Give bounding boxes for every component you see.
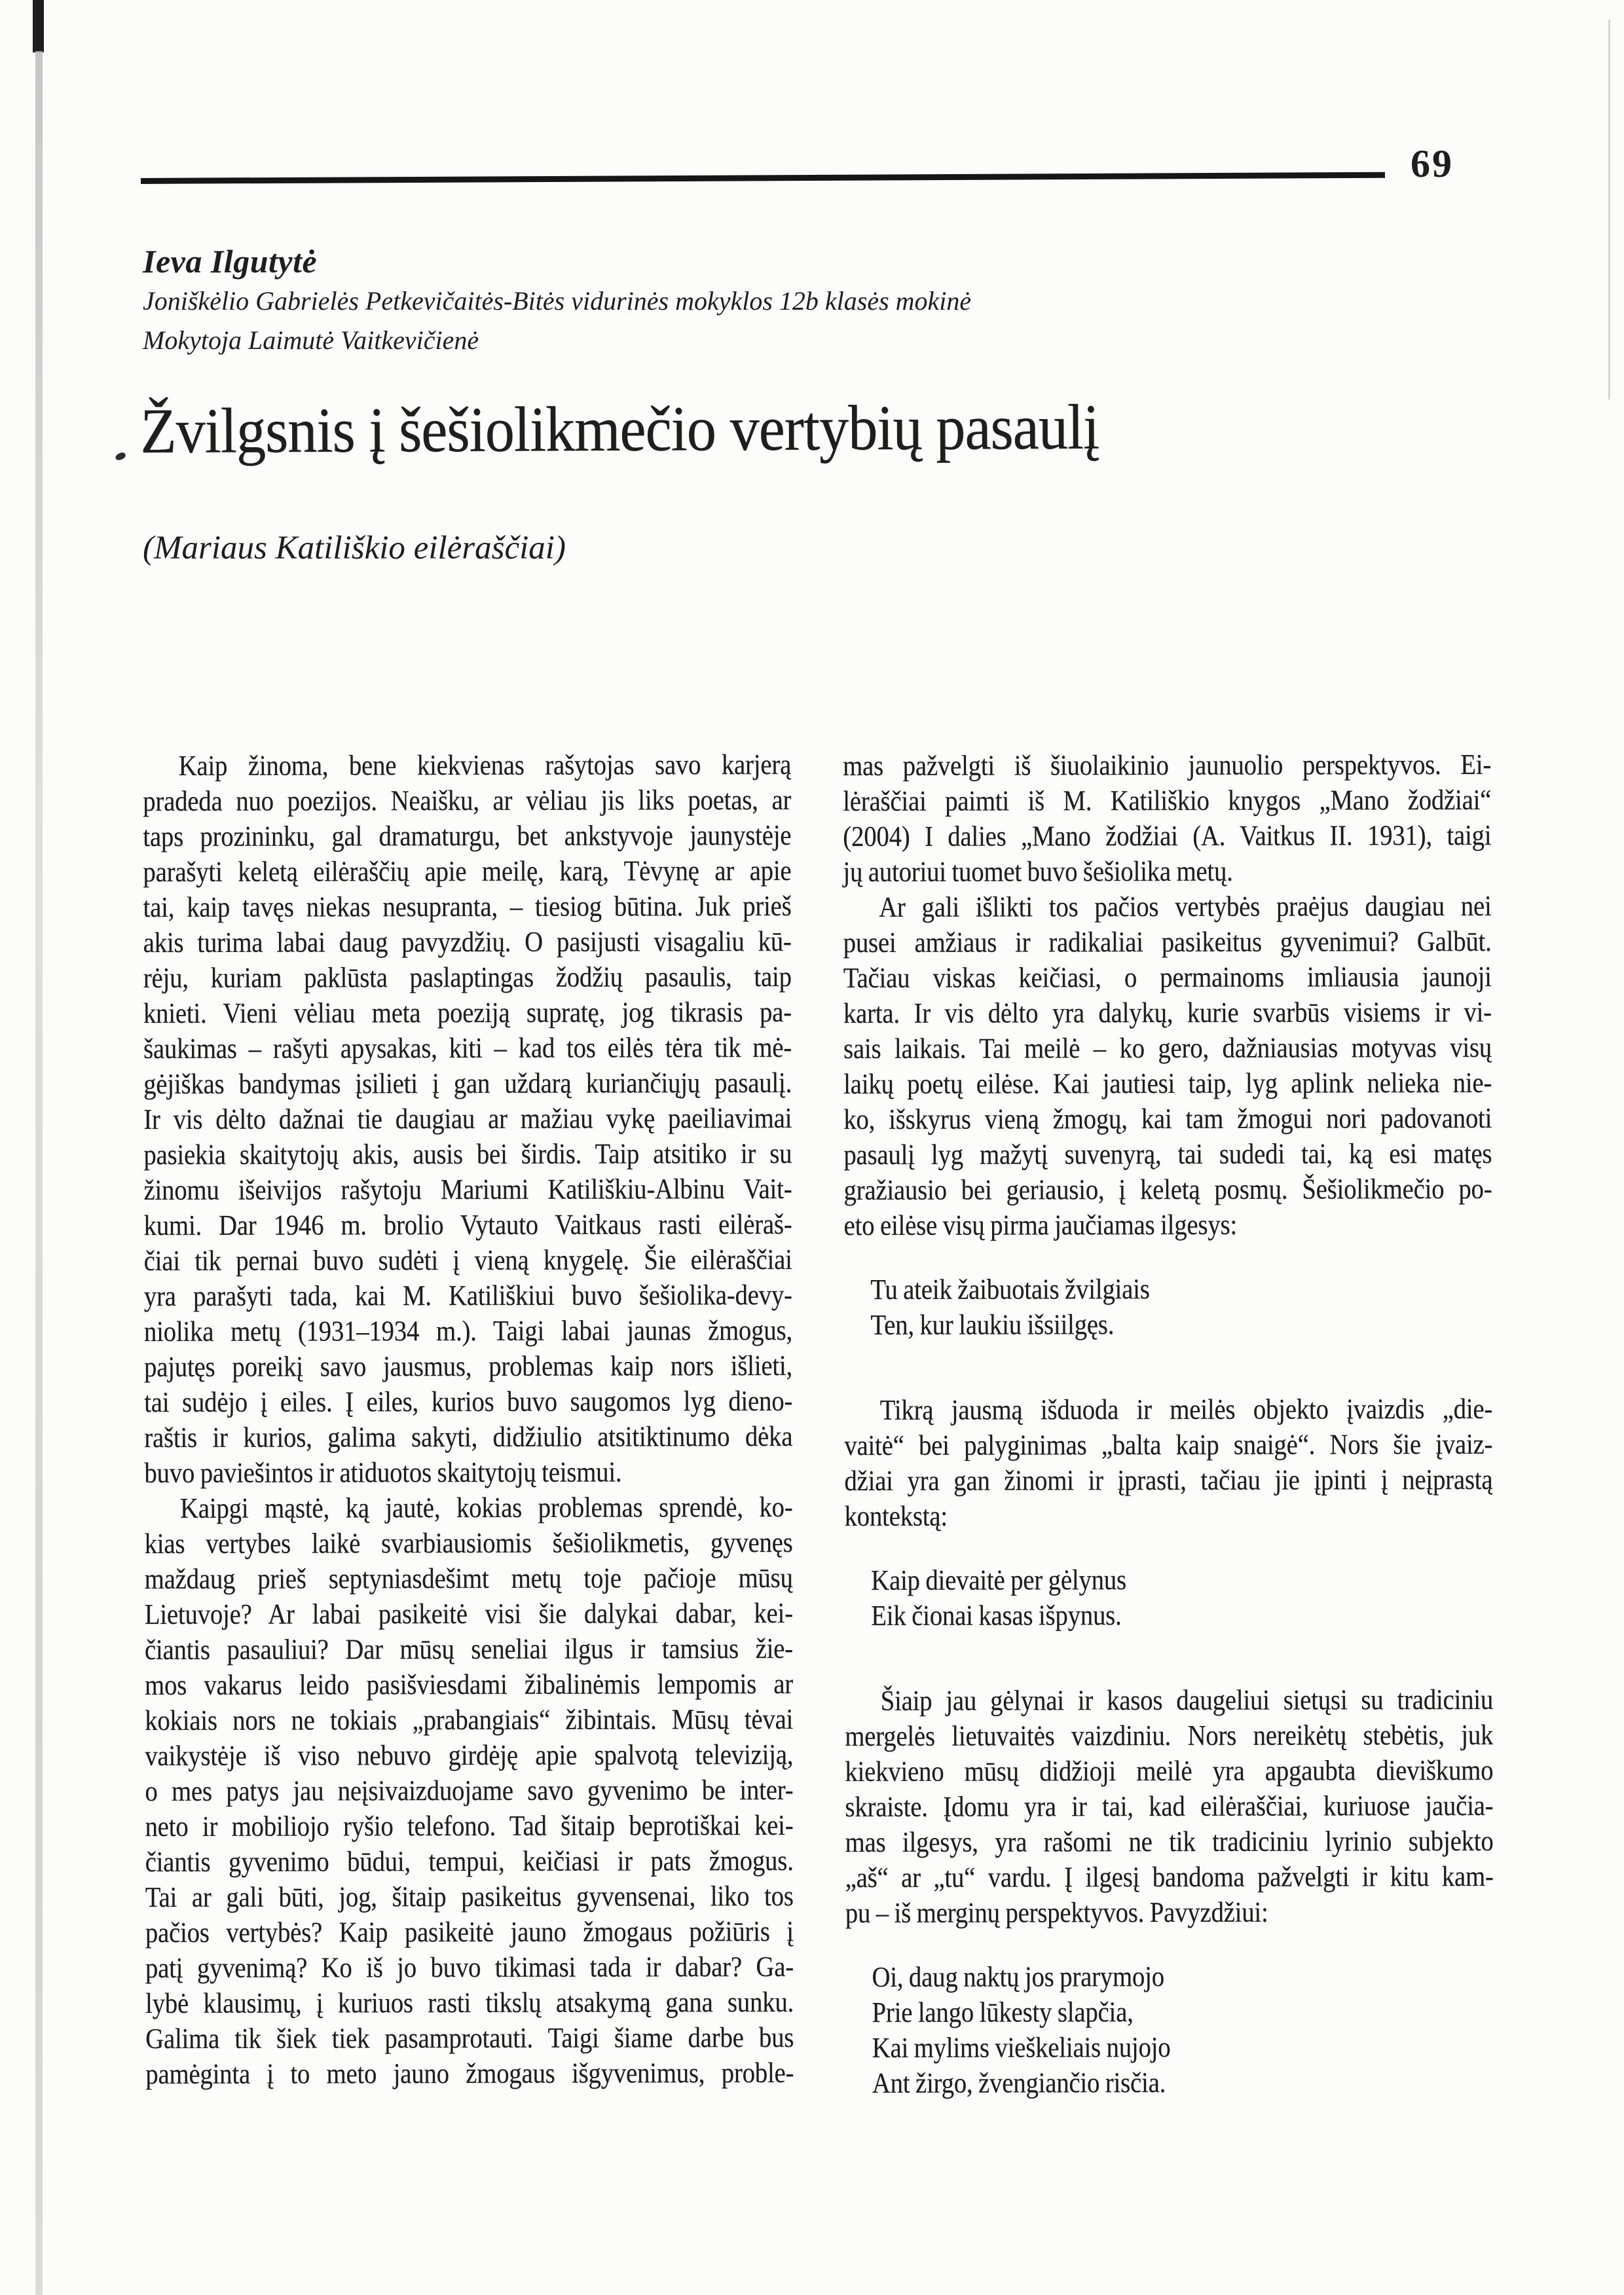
text-line: karta. Ir vis dėlto yra dalykų, kurie svarbūs visiems ir vi- bbox=[843, 995, 1492, 1029]
text-line: Tikrą jausmą išduoda ir meilės objekto įvaizdis „die- bbox=[879, 1392, 1493, 1426]
text-line: Šiaip jau gėlynai ir kasos daugeliui sietųsi su tradiciniu bbox=[880, 1683, 1494, 1717]
text-line: žinomu išeivijos rašytoju Mariumi Katiliškiu-Albinu Vait- bbox=[143, 1172, 792, 1206]
text-line: pasiekia skaitytojų akis, ausis bei širdis. Taip atsitiko ir su bbox=[143, 1137, 792, 1171]
text-line: Ten, kur laukiu išsiilgęs. bbox=[870, 1308, 1115, 1341]
text-line: rėju, kuriam paklūsta paslaptingas žodžių pasaulis, taip bbox=[143, 960, 792, 994]
text-line: Kaip dievaitė per gėlynus bbox=[871, 1564, 1126, 1596]
author-name: Ieva Ilgutytė bbox=[143, 243, 318, 280]
text-line: sais laikais. Tai meilė – ko gero, dažniausias motyvas visų bbox=[843, 1031, 1492, 1065]
text-line: čiantis gyvenimo būdui, tempui, keičiasi ir pats žmogus. bbox=[145, 1844, 794, 1878]
paragraph-block bbox=[143, 747, 792, 1491]
page-number: 69 bbox=[1411, 142, 1454, 185]
article-subtitle: (Mariaus Katiliškio eilėraščiai) bbox=[143, 530, 566, 566]
text-line: pačios vertybės? Kaip pasikeitė jauno žmogaus požiūris į bbox=[145, 1915, 794, 1949]
header-rule bbox=[141, 172, 1385, 184]
text-line: kokiais nors ne tokiais „prabangiais“ žibintais. Mūsų tėvai bbox=[145, 1702, 794, 1736]
paragraph-block bbox=[843, 889, 1492, 1243]
text-line: tai sudėjo į eiles. Į eiles, kurios buvo saugomos lyg dieno- bbox=[144, 1384, 793, 1418]
text-line: skraiste. Įdomu yra ir tai, kad eilėraščiai, kuriuose jaučia- bbox=[845, 1789, 1494, 1823]
column-right bbox=[843, 747, 1494, 2151]
text-line: čiantis pasauliui? Dar mūsų seneliai ilgus ir tamsius žie- bbox=[144, 1632, 793, 1666]
text-line: raštis ir kurios, galima sakyti, didžiulio atsitiktinumo dėka bbox=[144, 1420, 793, 1454]
text-line: Galima tik šiek tiek pasamprotauti. Taigi šiame darbe bus bbox=[145, 2021, 794, 2055]
text-line: džiai yra gan žinomi ir įprasti, tačiau jie įpinti į neįprastą bbox=[844, 1463, 1493, 1497]
text-line: Ar gali išlikti tos pačios vertybės praėjus daugiau nei bbox=[879, 889, 1492, 923]
text-line: Oi, daug naktų jos prarymojo bbox=[872, 1960, 1164, 1993]
text-line: o mes patys jau neįsivaizduojame savo gyvenimo be inter- bbox=[145, 1773, 794, 1807]
text-line: pu – iš merginų perspektyvos. Pavyzdžiui: bbox=[845, 1896, 1268, 1929]
text-line: neto ir mobiliojo ryšio telefono. Tad šitaip beprotiškai kei- bbox=[145, 1808, 794, 1843]
text-line: kontekstą: bbox=[844, 1499, 948, 1532]
author-affiliation: Joniškėlio Gabrielės Petkevičaitės-Bitės vidurinės mokyklos 12b klasės mokinė bbox=[143, 286, 972, 316]
text-line: knieti. Vieni vėliau meta poeziją supratę, jog tikrasis pa- bbox=[143, 995, 792, 1029]
paragraph-block bbox=[144, 1490, 794, 2092]
text-line: pusei amžiaus ir radikaliai pasikeitus gyvenimui? Galbūt. bbox=[843, 925, 1492, 959]
text-line: Prie lango lūkesty slapčia, bbox=[872, 1996, 1134, 2029]
column-left bbox=[143, 747, 794, 2092]
text-line: kias vertybes laikė svarbiausiomis šešiolikmetis, gyvenęs bbox=[144, 1526, 793, 1560]
paragraph-block bbox=[843, 747, 1491, 890]
text-line: kumi. Dar 1946 m. brolio Vytauto Vaitkaus rasti eilėraš- bbox=[143, 1207, 792, 1241]
text-line: Lietuvoje? Ar labai pasikeitė visi šie dalykai dabar, kei- bbox=[144, 1596, 793, 1630]
paragraph-block bbox=[844, 1391, 1492, 1534]
text-line: pamėginta į to meto jauno žmogaus išgyvenimus, proble- bbox=[145, 2056, 794, 2090]
text-line: Tačiau viskas keičiasi, o permainoms imliausia jaunoji bbox=[843, 960, 1492, 994]
text-line: maždaug prieš septyniasdešimt metų toje pačioje mūsų bbox=[144, 1561, 793, 1595]
text-line: vaikystėje iš viso nebuvo girdėję apie spalvotą televiziją, bbox=[145, 1738, 794, 1772]
text-line: jų autoriui tuomet buvo šešiolika metų. bbox=[843, 854, 1233, 888]
text-line: Ir vis dėlto dažnai tie daugiau ar mažiau vykę paeiliavimai bbox=[143, 1101, 792, 1135]
scan-binding-strip-light bbox=[35, 51, 43, 2295]
text-line: laikų poetų eilėse. Kai jautiesi taip, lyg aplink nelieka nie- bbox=[843, 1066, 1492, 1100]
text-line: Kai mylims vieškeliais nujojo bbox=[872, 2030, 1171, 2064]
text-line: taps prozininku, gal dramaturgu, bet ankstyvoje jaunystėje bbox=[143, 818, 792, 853]
text-line: kiekvieno mūsų didžioji meilė yra apgaubta dieviškumo bbox=[845, 1753, 1494, 1788]
text-line: pasaulį lyg mažytį suvenyrą, tai sudedi tai, ką esi matęs bbox=[843, 1137, 1492, 1171]
text-line: tai, kaip tavęs niekas nesupranta, – tiesiog būtina. Juk prieš bbox=[143, 889, 792, 923]
text-line: mergelės lietuvaitės vaizdiniu. Nors nereikėtų stebėtis, juk bbox=[845, 1718, 1494, 1752]
text-line: lybė klausimų, į kuriuos rasti tikslų atsakymą gana sunku. bbox=[145, 1985, 794, 2019]
article-title: Žvilgsnis į šešiolikmečio vertybių pasaulį bbox=[140, 392, 1099, 467]
paragraph-block bbox=[845, 1682, 1494, 1931]
text-line: pradeda nuo poezijos. Neaišku, ar vėliau jis liks poetas, ar bbox=[143, 783, 792, 817]
text-line: Ant žirgo, žvengiančio risčia. bbox=[872, 2066, 1166, 2099]
text-line: Kaip žinoma, bene kiekvienas rašytojas savo karjerą bbox=[178, 748, 792, 782]
text-line: akis turima labai daug pavyzdžių. O pasijusti visagaliu kū- bbox=[143, 925, 792, 959]
text-line: vaitė“ bei palyginimas „balta kaip snaigė“. Nors šie įvaiz- bbox=[844, 1427, 1493, 1461]
text-line: „aš“ ar „tu“ vardu. Į ilgesį bandoma pažvelgti ir kitu kam- bbox=[845, 1860, 1494, 1894]
scan-binding-strip-dark bbox=[33, 0, 44, 52]
text-line: Tai ar gali būti, jog, šitaip pasikeitus gyvensenai, liko tos bbox=[145, 1879, 794, 1913]
text-line: gražiausio bei geriausio, į keletą posmų. Šešiolikmečio po- bbox=[843, 1172, 1492, 1206]
text-line: ko, išskyrus vieną žmogų, kai tam žmogui nori padovanoti bbox=[843, 1101, 1492, 1135]
text-line: buvo paviešintos ir atiduotos skaitytojų teismui. bbox=[144, 1456, 622, 1489]
text-line: šaukimas – rašyti apysakas, kiti – kad tos eilės tėra tik mė- bbox=[143, 1031, 792, 1065]
text-line: pajutęs poreikį savo jausmus, problemas kaip nors išlieti, bbox=[143, 1349, 793, 1383]
verse-block bbox=[872, 1958, 1494, 2101]
text-line: mas pažvelgti iš šiuolaikinio jaunuolio perspektyvos. Ei- bbox=[843, 748, 1492, 782]
scan-edge-line bbox=[1608, 20, 1610, 399]
text-line: niolika metų (1931–1934 m.). Taigi labai jaunas žmogus, bbox=[143, 1313, 792, 1348]
text-line: (2004) I dalies „Mano žodžiai (A. Vaitkus II. 1931), taigi bbox=[843, 818, 1492, 853]
text-line: gėjiškas bandymas įsilieti į gan uždarą kuriančiųjų pasaulį. bbox=[143, 1066, 792, 1100]
text-line: mas ilgesys, yra rašomi ne tik tradiciniu lyrinio subjekto bbox=[845, 1824, 1494, 1858]
verse-block bbox=[871, 1562, 1493, 1634]
text-line: mos vakarus leido pasišviesdami žibalinėmis lempomis ar bbox=[144, 1667, 794, 1701]
verse-block bbox=[870, 1271, 1492, 1343]
text-line: patį gyvenimą? Ko iš jo buvo tikimasi tada ir dabar? Ga- bbox=[145, 1950, 794, 1984]
text-line: Eik čionai kasas išpynus. bbox=[871, 1599, 1122, 1632]
text-line: čiai tik pernai buvo sudėti į vieną knygelę. Šie eilėraščiai bbox=[143, 1243, 792, 1277]
text-line: Tu ateik žaibuotais žvilgiais bbox=[870, 1273, 1150, 1306]
teacher-credit: Mokytoja Laimutė Vaitkevičienė bbox=[143, 325, 479, 355]
text-line: Kaipgi mąstė, ką jautė, kokias problemas sprendė, ko- bbox=[179, 1490, 793, 1524]
text-line: eto eilėse visų pirma jaučiamas ilgesys: bbox=[843, 1208, 1237, 1241]
text-line: yra parašyti tada, kai M. Katiliškiui buvo šešiolika-devy- bbox=[143, 1278, 792, 1312]
scan-ink-speck bbox=[115, 452, 126, 461]
text-line: lėraščiai paimti iš M. Katiliškio knygos „Mano žodžiai“ bbox=[843, 783, 1492, 817]
text-line: parašyti keletą eilėraščių apie meilę, karą, Tėvynę ar apie bbox=[143, 854, 792, 888]
